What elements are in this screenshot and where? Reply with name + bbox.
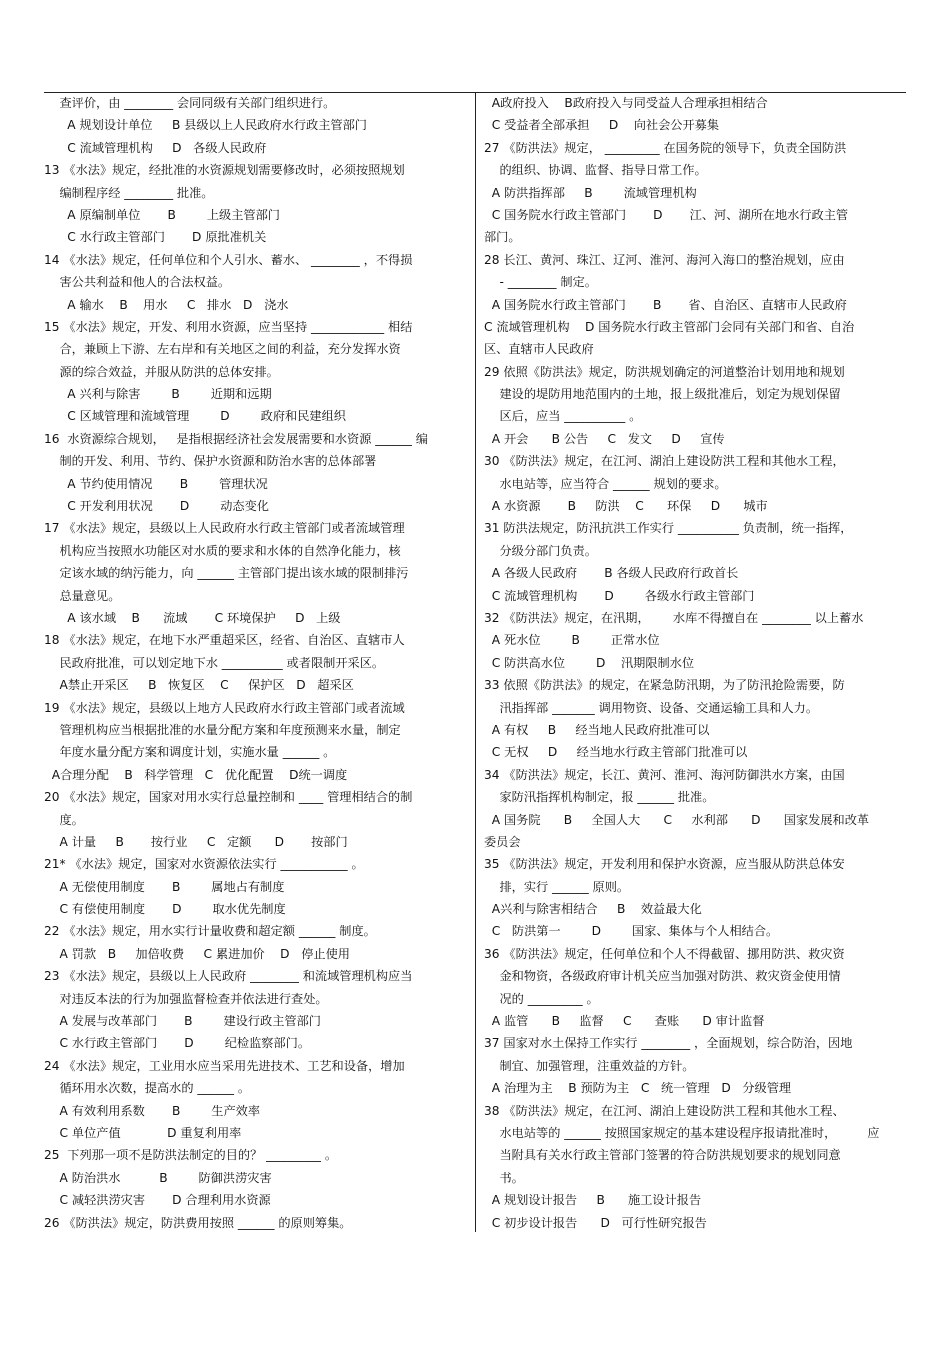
text-line: 对违反本法的行为加强监督检查并依法进行查处。: [44, 991, 328, 1006]
text-line: A 水资源 B 防洪 C 环保 D 城市: [484, 499, 768, 514]
text-line: 管理机构应当根据批准的水量分配方案和年度预测来水量，制定: [44, 722, 401, 737]
text-line: 害公共利益和他人的合法权益。: [44, 275, 231, 290]
text-line: C 区域管理和流域管理 D 政府和民建组织: [44, 409, 346, 424]
text-line: C 开发利用状况 D 动态变化: [44, 499, 269, 514]
text-line: 19 《水法》规定，县级以上地方人民政府水行政主管部门或者流域: [44, 700, 405, 715]
text-line: C 防洪第一 D 国家、集体与个人相结合。: [484, 924, 779, 939]
text-line: 分级分部门负责。: [484, 543, 597, 558]
text-line: C 防洪高水位 D 汛期限制水位: [484, 655, 695, 670]
text-line: 总量意见。: [44, 588, 121, 603]
text-line: A 无偿使用制度 B 属地占有制度: [44, 879, 285, 894]
text-line: A合理分配 B 科学管理 C 优化配置 D统一调度: [44, 767, 348, 782]
text-line: 区后，应当 __________ 。: [484, 409, 642, 424]
text-line: - ________ 制定。: [484, 275, 597, 290]
text-line: 查评价，由 ________ 会同同级有关部门组织进行。: [44, 96, 336, 110]
text-line: C 流域管理机构 D 各级人民政府: [44, 140, 267, 155]
text-line: A 原编制单位 B 上级主管部门: [44, 207, 280, 222]
text-line: 况的 _________ 。: [484, 991, 599, 1006]
text-line: A 防洪指挥部 B 流域管理机构: [484, 185, 697, 200]
text-line: 部门。: [484, 230, 521, 245]
text-line: 委员会: [484, 834, 521, 849]
text-line: C 单位产值 D 重复利用率: [44, 1125, 242, 1140]
text-line: 31 防洪法规定，防汛抗洪工作实行 __________ 负责制，统一指挥，: [484, 521, 853, 536]
text-line: 17 《水法》规定，县级以上人民政府水行政主管部门或者流域管理: [44, 521, 405, 536]
text-line: 汛指挥部 _______ 调用物资、设备、交通运输工具和人力。: [484, 700, 819, 715]
text-line: C 流域管理机构 D 各级水行政主管部门: [484, 588, 755, 603]
text-line: A 节约使用情况 B 管理状况: [44, 476, 268, 491]
text-line: C 国务院水行政主管部门 D 江、河、湖所在地水行政主管: [484, 207, 849, 222]
text-line: A 该水域 B 流域 C 环境保护 D 上级: [44, 610, 341, 625]
text-line: A 监管 B 监督 C 查账 D 审计监督: [484, 1014, 765, 1029]
text-line: A兴利与除害相结合 B 效益最大化: [484, 902, 702, 917]
text-line: 13 《水法》规定，经批准的水资源规划需要修改时，必须按照规划: [44, 163, 405, 178]
text-line: 排，实行 ______ 原则。: [484, 879, 630, 894]
text-line: A 输水 B 用水 C 排水 D 浇水: [44, 297, 289, 312]
text-line: 循环用水次数，提高水的 ______ 。: [44, 1081, 251, 1096]
text-line: 合，兼顾上下游、左右岸和有关地区之间的利益，充分发挥水资: [44, 342, 401, 357]
text-line: 水电站等，应当符合 ______ 规划的要求。: [484, 476, 727, 491]
text-line: C 无权 D 经当地水行政主管部门批准可以: [484, 745, 748, 760]
text-line: 27 《防洪法》规定， _________ 在国务院的领导下，负责全国防洪: [484, 140, 847, 155]
text-line: 书。: [484, 1170, 524, 1185]
text-line: A 有权 B 经当地人民政府批准可以: [484, 722, 710, 737]
column-divider: [475, 92, 476, 1232]
text-line: A 有效利用系数 B 生产效率: [44, 1103, 261, 1118]
text-line: A 规划设计单位 B 县级以上人民政府水行政主管部门: [44, 118, 367, 133]
text-line: C 流域管理机构 D 国务院水行政主管部门会同有关部门和省、自治: [484, 319, 855, 334]
text-line: 26 《防洪法》规定，防洪费用按照 ______ 的原则筹集。: [44, 1215, 352, 1230]
text-line: 32 《防洪法》规定，在汛期， 水库不得擅自在 ________ 以上蓄水: [484, 610, 864, 625]
text-line: 定该水域的纳污能力，向 ______ 主管部门提出该水域的限制排污: [44, 566, 409, 581]
text-line: 年度水量分配方案和调度计划，实施水量 ______ 。: [44, 745, 336, 760]
text-line: 当附具有关水行政主管部门签署的符合防洪规划要求的规划同意: [484, 1148, 841, 1163]
text-line: A 死水位 B 正常水位: [484, 633, 660, 648]
text-line: A 治理为主 B 预防为主 C 统一管理 D 分级管理: [484, 1081, 792, 1096]
text-line: 30 《防洪法》规定，在江河、湖泊上建设防洪工程和其他水工程，: [484, 454, 845, 469]
text-line: 22 《水法》规定，用水实行计量收费和超定额 ______ 制度。: [44, 924, 376, 939]
text-line: 14 《水法》规定，任何单位和个人引水、蓄水、 ________ ，不得损: [44, 252, 413, 267]
text-line: 家防汛指挥机构制定，报 ______ 批准。: [484, 790, 715, 805]
text-line: 37 国家对水土保持工作实行 ________ ，全面规划，综合防治，因地: [484, 1036, 853, 1051]
text-line: A政府投入 B政府投入与同受益人合理承担相结合: [484, 96, 768, 110]
text-line: A 罚款 B 加倍收费 C 累进加价 D 停止使用: [44, 946, 350, 961]
text-line: 36 《防洪法》规定，任何单位和个人不得截留、挪用防洪、救灾资: [484, 946, 845, 961]
text-line: 18 《水法》规定，在地下水严重超采区，经省、自治区、直辖市人: [44, 633, 405, 648]
text-line: 15 《水法》规定，开发、利用水资源，应当坚持 ____________ 相结: [44, 319, 413, 334]
text-line: C 受益者全部承担 D 向社会公开募集: [484, 118, 720, 133]
text-line: 20 《水法》规定，国家对用水实行总量控制和 ____ 管理相结合的制: [44, 790, 413, 805]
text-line: 35 《防洪法》规定，开发利用和保护水资源，应当服从防洪总体安: [484, 857, 845, 872]
text-line: C 水行政主管部门 D 纪检监察部门。: [44, 1036, 311, 1051]
text-line: 金和物资，各级政府审计机关应当加强对防洪、救灾资金使用情: [484, 969, 841, 984]
text-line: A 发展与改革部门 B 建设行政主管部门: [44, 1014, 321, 1029]
text-line: 33 依照《防洪法》的规定，在紧急防汛期，为了防汛抢险需要，防: [484, 678, 845, 693]
text-line: 34 《防洪法》规定，长江、黄河、淮河、海河防御洪水方案，由国: [484, 767, 845, 782]
text-line: 度。: [44, 812, 84, 827]
text-line: C 有偿使用制度 D 取水优先制度: [44, 902, 286, 917]
text-line: 编制程序经 ________ 批准。: [44, 185, 214, 200]
text-line: A 国务院 B 全国人大 C 水利部 D 国家发展和改革: [484, 812, 870, 827]
text-line: 29 依照《防洪法》规定，防洪规划确定的河道整治计划用地和规划: [484, 364, 845, 379]
text-line: 机构应当按照水功能区对水质的要求和水体的自然净化能力，核: [44, 543, 401, 558]
text-line: 建设的堤防用地范围内的土地，报上级批准后，划定为规划保留: [484, 387, 841, 402]
text-line: 23 《水法》规定，县级以上人民政府 ________ 和流域管理机构应当: [44, 969, 413, 984]
right-column: [484, 92, 904, 1234]
text-line: 24 《水法》规定，工业用水应当采用先进技术、工艺和设备，增加: [44, 1058, 405, 1073]
text-line: 的组织、协调、监督、指导日常工作。: [484, 163, 707, 178]
text-line: C 初步设计报告 D 可行性研究报告: [484, 1215, 707, 1230]
text-line: 制宜、加强管理，注重效益的方针。: [484, 1058, 695, 1073]
text-line: A 开会 B 公告 C 发文 D 宣传: [484, 431, 725, 446]
text-line: 25 下列那一项不是防洪法制定的目的？ _________ 。: [44, 1148, 338, 1163]
text-line: C 减轻洪涝灾害 D 合理利用水资源: [44, 1193, 271, 1208]
text-line: 38 《防洪法》规定，在江河、湖泊上建设防洪工程和其他水工程、: [484, 1103, 845, 1118]
text-line: A 计量 B 按行业 C 定额 D 按部门: [44, 834, 348, 849]
text-line: 28 长江、黄河、珠江、辽河、淮河、海河入海口的整治规划，应由: [484, 252, 845, 267]
text-line: 区、直辖市人民政府: [484, 342, 594, 357]
text-line: A 兴利与除害 B 近期和远期: [44, 387, 272, 402]
left-column: [44, 92, 468, 1234]
text-line: 16 水资源综合规划， 是指根据经济社会发展需要和水资源 ______ 编: [44, 431, 428, 446]
text-line: A 防治洪水 B 防御洪涝灾害: [44, 1170, 272, 1185]
text-line: 水电站等的 ______ 按照国家规定的基本建设程序报请批准时， 应: [484, 1125, 880, 1140]
text-line: C 水行政主管部门 D 原批准机关: [44, 230, 267, 245]
text-line: 源的综合效益，并服从防洪的总体安排。: [44, 364, 279, 379]
text-line: A 各级人民政府 B 各级人民政府行政首长: [484, 566, 739, 581]
text-line: A 规划设计报告 B 施工设计报告: [484, 1193, 702, 1208]
text-line: A禁止开采区 B 恢复区 C 保护区 D 超采区: [44, 678, 354, 693]
text-line: 民政府批准，可以划定地下水 __________ 或者限制开采区。: [44, 655, 385, 670]
text-line: 制的开发、利用、节约、保护水资源和防治水害的总体部署: [44, 454, 377, 469]
text-line: 21* 《水法》规定，国家对水资源依法实行 ___________ 。: [44, 857, 364, 872]
text-line: A 国务院水行政主管部门 B 省、自治区、直辖市人民政府: [484, 297, 847, 312]
